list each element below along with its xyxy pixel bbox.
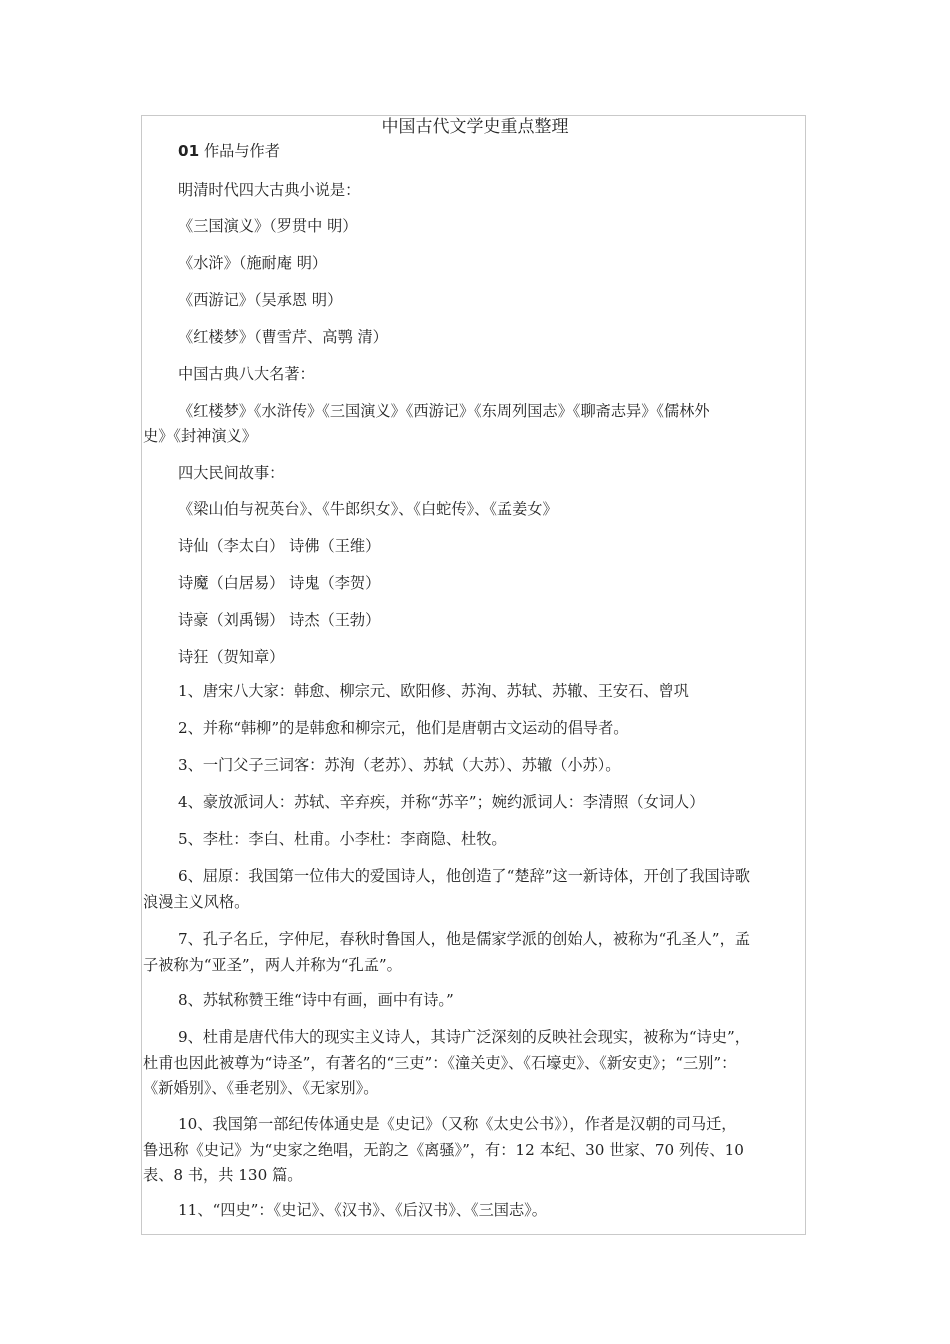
text-line: 子被称为“亚圣”，两人并称为“孔孟”。 — [143, 956, 402, 974]
text-line: 8、苏轼称赞王维“诗中有画，画中有诗。” — [178, 991, 454, 1009]
text-line: 《三国演义》（罗贯中 明） — [178, 217, 358, 235]
text-line: 10、我国第一部纪传体通史是《史记》（又称《太史公书》），作者是汉朝的司马迁， — [178, 1115, 737, 1133]
text-line: 11、“四史”：《史记》、《汉书》、《后汉书》、《三国志》。 — [178, 1201, 547, 1219]
section-heading — [178, 139, 280, 164]
text-line: 四大民间故事： — [178, 464, 285, 482]
text-line: 7、孔子名丘，字仲尼，春秋时鲁国人，他是儒家学派的创始人，被称为“孔圣人”，孟 — [178, 930, 750, 948]
text-line: 《水浒》（施耐庵 明） — [178, 254, 328, 272]
text-line: 中国古典八大名著： — [178, 365, 315, 383]
text-line: 诗狂（贺知章） — [178, 648, 285, 666]
text-line: 诗魔（白居易） 诗鬼（李贺） — [178, 574, 381, 592]
section-label: 作品与作者 — [203, 142, 280, 160]
text-line: 6、屈原：我国第一位伟大的爱国诗人，他创造了“楚辞”这一新诗体，开创了我国诗歌 — [178, 867, 750, 885]
page-title: 中国古代文学史重点整理 — [381, 117, 569, 137]
text-line: 《新婚别》、《垂老别》、《无家别》。 — [143, 1079, 379, 1097]
text-line: 诗仙（李太白） 诗佛（王维） — [178, 537, 381, 555]
text-line: 鲁迅称《史记》为“史家之绝唱，无韵之《离骚》”，有：12 本纪、30 世家、70 列传、10 — [143, 1141, 744, 1159]
text-line: 诗豪（刘禹锡） 诗杰（王勃） — [178, 611, 381, 629]
section-number: 01 — [178, 142, 200, 160]
text-line: 杜甫也因此被尊为“诗圣”，有著名的“三吏”：《潼关吏》、《石壕吏》、《新安吏》；“三别”： — [143, 1054, 737, 1072]
text-line: 明清时代四大古典小说是： — [178, 181, 361, 199]
text-line: 表、8 书，共 130 篇。 — [143, 1166, 303, 1184]
text-line: 浪漫主义风格。 — [143, 893, 250, 911]
text-line: 5、李杜：李白、杜甫。小李杜：李商隐、杜牧。 — [178, 830, 507, 848]
text-line: 《红楼梦》《水浒传》《三国演义》《西游记》《东周列国志》《聊斋志异》《儒林外 — [178, 402, 710, 420]
text-line: 4、豪放派词人：苏轼、辛弃疾，并称“苏辛”；婉约派词人：李清照（女词人） — [178, 793, 705, 811]
text-line: 《梁山伯与祝英台》、《牛郎织女》、《白蛇传》、《孟姜女》 — [178, 500, 558, 518]
text-line: 《西游记》（吴承恩 明） — [178, 291, 343, 309]
text-line: 《红楼梦》（曹雪芹、高鹗 清） — [178, 328, 388, 346]
text-line: 3、一门父子三词客：苏洵（老苏）、苏轼（大苏）、苏辙（小苏）。 — [178, 756, 621, 774]
text-line: 1、唐宋八大家：韩愈、柳宗元、欧阳修、苏洵、苏轼、苏辙、王安石、曾巩 — [178, 682, 689, 700]
text-line: 9、杜甫是唐代伟大的现实主义诗人，其诗广泛深刻的反映社会现实，被称为“诗史”， — [178, 1028, 750, 1046]
text-line: 史》《封神演义》 — [143, 427, 257, 445]
text-line: 2、并称“韩柳”的是韩愈和柳宗元，他们是唐朝古文运动的倡导者。 — [178, 719, 629, 737]
